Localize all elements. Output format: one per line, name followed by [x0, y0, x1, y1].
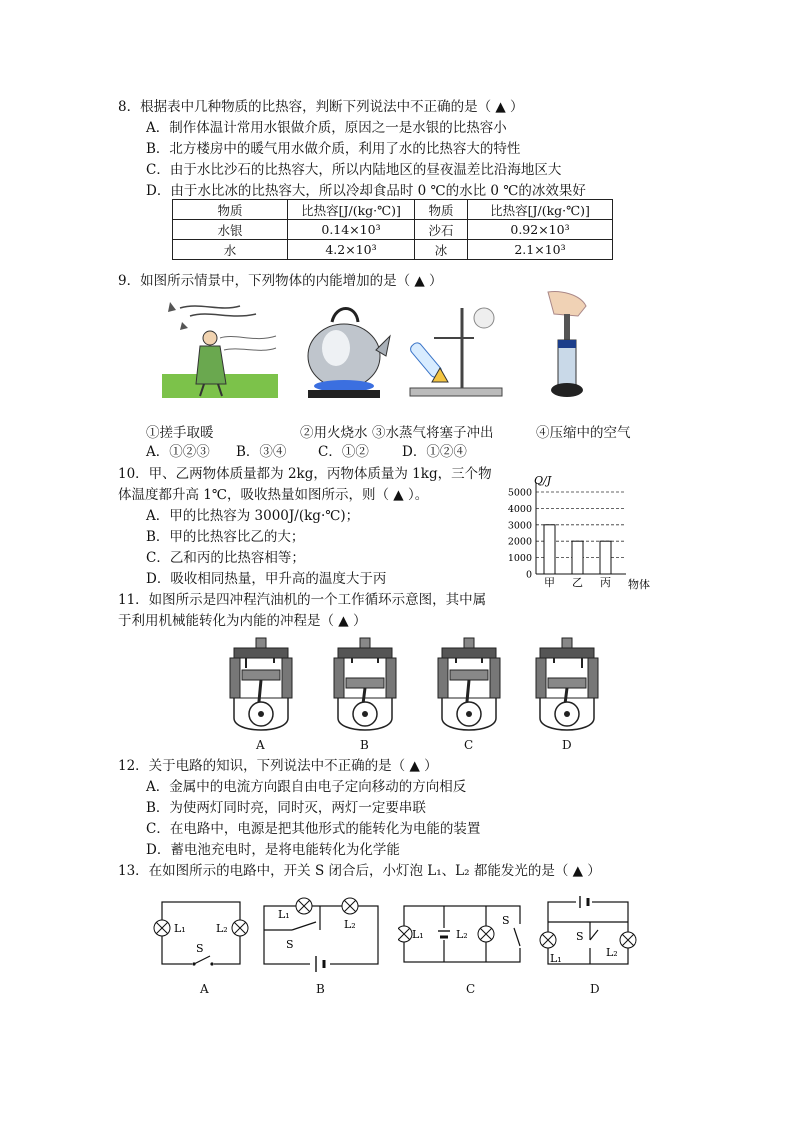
heat-bar-chart: [498, 474, 662, 594]
table-cell: 冰: [415, 240, 468, 260]
table-cell: 水: [173, 240, 288, 260]
q10-option-a: A．甲的比热容为 3000J/(kg·℃)；: [146, 508, 360, 524]
table-header: 物质: [173, 200, 288, 220]
table-header: 物质: [415, 200, 468, 220]
q9-option-d: D．①②④: [402, 444, 467, 460]
engine-icon: [532, 636, 602, 736]
q10-stem-line2: 体温度都升高 1℃，吸收热量如图所示，则（ ▲ ）。: [118, 487, 429, 503]
y-tick-label: 3000: [507, 520, 532, 532]
table-cell: 水银: [173, 220, 288, 240]
label-l1: L₁: [412, 928, 424, 941]
label-s: S: [576, 930, 584, 943]
q8-stem: 8．根据表中几种物质的比热容，判断下列说法中不正确的是（ ▲ ）: [118, 99, 524, 115]
bar-1: [572, 541, 583, 574]
q9-caption-4: ④压缩中的空气: [536, 425, 631, 441]
q8-option-a: A．制作体温计常用水银做介质，原因之一是水银的比热容小: [146, 120, 507, 136]
y-tick-label: 1000: [507, 553, 532, 565]
q11-stem-line2: 于利用机械能转化为内能的冲程是（ ▲ ）: [118, 613, 367, 629]
label-s: S: [502, 914, 510, 927]
q10-option-c: C．乙和丙的比热容相等；: [146, 550, 305, 566]
label-l1: L₁: [174, 922, 186, 935]
circuit-a: [150, 894, 250, 974]
q8-option-c: C．由于水比沙石的比热容大，所以内陆地区的昼夜温差比沿海地区大: [146, 162, 562, 178]
table-header: 比热容[J/(kg·℃)]: [288, 200, 415, 220]
y-tick-label: 5000: [507, 487, 532, 499]
engine-label: B: [360, 738, 369, 752]
circuit-label-d: D: [590, 982, 600, 996]
y-tick-label: 0: [525, 569, 532, 581]
wind-person-icon: [160, 298, 280, 400]
q10-stem-line1: 10．甲、乙两物体质量都为 2kg，丙物体质量为 1kg，三个物: [118, 466, 492, 482]
circuit-label-c: C: [466, 982, 476, 996]
table-cell: 0.14×10³: [288, 220, 415, 240]
circuit-d: [536, 892, 642, 974]
q11-stem-line1: 11．如图所示是四冲程汽油机的一个工作循环示意图，其中属: [118, 592, 487, 608]
table-row: [173, 240, 613, 260]
y-tick-label: 2000: [507, 536, 532, 548]
table-row: [173, 200, 613, 220]
label-l2: L₂: [344, 918, 356, 931]
engine-icon: [226, 636, 296, 736]
table-row: [173, 220, 613, 240]
kettle-icon: [296, 300, 392, 402]
circuit-c: [398, 898, 526, 974]
q10-option-d: D．吸收相同热量，甲升高的温度大于丙: [146, 571, 387, 587]
q13-stem: 13．在如图所示的电路中，开关 S 闭合后，小灯泡 L₁、L₂ 都能发光的是（ ▲ ）: [118, 863, 601, 879]
q12-option-c: C．在电路中，电源是把其他形式的能转化为电能的装置: [146, 821, 481, 837]
q12-option-a: A．金属中的电流方向跟自由电子定向移动的方向相反: [146, 779, 467, 795]
q9-option-b: B．③④: [236, 444, 287, 460]
label-l2: L₂: [456, 928, 468, 941]
category-label: 乙: [572, 576, 583, 589]
q9-caption-2: ②用火烧水: [300, 425, 368, 441]
engine-icon: [434, 636, 504, 736]
y-axis-label: Q/J: [534, 474, 552, 487]
table-cell: 2.1×10³: [468, 240, 613, 260]
y-tick-label: 4000: [507, 503, 532, 515]
engine-label: D: [562, 738, 572, 752]
q12-option-b: B．为使两灯同时亮，同时灭，两灯一定要串联: [146, 800, 426, 816]
q9-caption-1: ①搓手取暖: [146, 425, 214, 441]
bar-2: [600, 541, 611, 574]
label-l2: L₂: [606, 946, 618, 959]
switch-icon: [590, 930, 598, 940]
q9-option-c: C．①②: [318, 444, 369, 460]
test-tube-icon: [404, 298, 508, 400]
circuit-label-b: B: [316, 982, 325, 996]
circuit-b: [258, 892, 384, 974]
q12-option-d: D．蓄电池充电时，是将电能转化为化学能: [146, 842, 400, 858]
switch-icon: [292, 922, 316, 930]
q8-option-b: B．北方楼房中的暖气用水做介质，利用了水的比热容大的特性: [146, 141, 521, 157]
q9-stem: 9．如图所示情景中，下列物体的内能增加的是（ ▲ ）: [118, 273, 443, 289]
q9-caption-3: ③水蒸气将塞子冲出: [372, 425, 494, 441]
label-s: S: [196, 942, 204, 955]
table-header: 比热容[J/(kg·℃)]: [468, 200, 613, 220]
q12-stem: 12．关于电路的知识，下列说法中不正确的是（ ▲ ）: [118, 758, 438, 774]
q9-option-a: A．①②③: [146, 444, 210, 460]
q10-option-b: B．甲的比热容比乙的大；: [146, 529, 305, 545]
label-l1: L₁: [550, 952, 562, 965]
q8-option-d: D．由于水比冰的比热容大，所以冷却食品时 0 ℃的水比 0 ℃的冰效果好: [146, 183, 586, 199]
engine-label: A: [256, 738, 265, 752]
category-label: 丙: [600, 576, 611, 589]
engine-label: C: [464, 738, 474, 752]
specific-heat-table: [172, 199, 613, 260]
table-cell: 4.2×10³: [288, 240, 415, 260]
table-cell: 0.92×10³: [468, 220, 613, 240]
label-l2: L₂: [216, 922, 228, 935]
engine-icon: [330, 636, 400, 736]
label-s: S: [286, 938, 294, 951]
label-l1: L₁: [278, 908, 290, 921]
category-label: 甲: [544, 576, 555, 589]
table-cell: 沙石: [415, 220, 468, 240]
bar-0: [544, 525, 555, 574]
x-axis-label: 物体: [628, 578, 650, 591]
circuit-label-a: A: [200, 982, 209, 996]
pump-icon: [536, 290, 598, 402]
